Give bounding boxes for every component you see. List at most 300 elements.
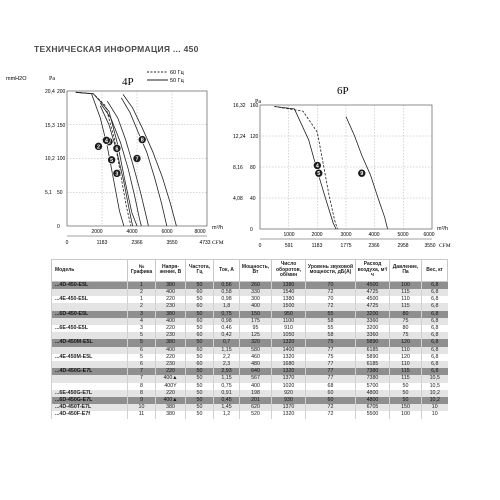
column-header: Число оборотов, об/мин [272,260,306,282]
table-cell: 400 [240,303,272,310]
table-cell: 400▲ [156,397,186,404]
table-cell: 1 [128,296,156,303]
table-cell: 1,2 [214,411,240,418]
table-cell: 50 [186,404,214,411]
table-cell: 0,98 [214,318,240,325]
model-cell: ...6E-450-E5L [52,325,128,332]
table-cell: 6,8 [422,332,448,339]
model-cell: ...6D-450G-E7L [52,397,128,404]
table-cell: 75 [306,354,356,361]
table-cell: 0,46 [214,325,240,332]
table-cell: 110 [390,296,422,303]
table-cell: 6,8 [422,296,448,303]
curves-6p [274,107,387,230]
y-tick-pa: 100 [57,156,66,162]
table-cell: 70 [306,296,356,303]
legend-label-50hz: 50 Гц [170,78,184,84]
table-cell: 400 [156,318,186,325]
table-cell: 520 [240,411,272,418]
x-tick-cfm: 2958 [397,243,409,249]
table-cell: 8 [128,383,156,390]
table-cell: 2,93 [214,368,240,375]
table-cell: 50 [186,390,214,397]
table-cell: 72 [306,404,356,411]
table-cell: 1370 [272,375,306,382]
model-cell [52,383,128,390]
model-cell: ...6D-450-E5L [52,311,128,318]
table-row [52,332,448,339]
column-header: Ток, А [214,260,240,282]
column-header: Вес, кг [422,260,448,282]
table-cell: 77 [306,347,356,354]
table-cell: 77 [306,375,356,382]
y-tick-mmh2o: 8,16 [233,165,243,171]
table-cell: 80 [390,325,422,332]
y-tick-pa: 0 [57,224,60,230]
table-cell: 480 [240,361,272,368]
ticks-6p [233,103,451,249]
table-cell: 2 [128,289,156,296]
table-cell: 6,8 [422,347,448,354]
curve-marker-label: 2 [96,144,101,151]
table-cell: 4500 [356,281,390,289]
model-cell: ...4D-450F-E7f [52,411,128,418]
table-cell: 55 [306,325,356,332]
chart-title-6p: 6P [337,85,349,97]
series-line-3 [76,92,124,226]
series-line-4 [100,106,132,226]
curve-marker-label: 7 [135,156,139,163]
x-tick-cfm: 1775 [340,243,352,249]
table-cell: 150 [240,311,272,318]
table-cell: 11 [128,411,156,418]
table-cell: 68 [306,383,356,390]
model-cell [52,361,128,368]
y-tick-pa: 120 [250,134,259,140]
table-cell: 120 [390,354,422,361]
table-cell: 75 [390,318,422,325]
table-cell: 0,42 [214,332,240,339]
table-cell: 50 [186,311,214,318]
model-cell: ...4D-450G-E7L [52,368,128,375]
column-header: Расход воздуха, м³/ч [356,260,390,282]
table-cell: 75 [390,332,422,339]
x-tick-cfm: 3550 [166,240,178,246]
table-cell: 5 [128,354,156,361]
table-cell: 100 [390,411,422,418]
column-header: Мощность, Вт [240,260,272,282]
table-cell: 50 [186,375,214,382]
x-tick-cfm: 3550 [424,243,436,249]
table-cell: 60 [186,347,214,354]
table-cell: 10,2 [422,390,448,397]
table-cell: 60 [186,361,214,368]
table-cell: 910 [272,325,306,332]
table-cell: 50 [186,281,214,289]
table-cell: 640 [240,368,272,375]
table-cell: 3200 [356,325,390,332]
table-cell: 0,98 [214,296,240,303]
table-cell: 10,5 [422,375,448,382]
column-header: Модель [52,260,128,282]
table-cell: 115 [390,375,422,382]
table-cell: 0,75 [214,311,240,318]
table-cell: 3200 [356,311,390,318]
curve-marker-label: 3 [115,171,119,178]
y-tick-mmh2o: 10,2 [45,156,55,162]
table-cell: 72 [306,289,356,296]
model-cell [52,303,128,310]
curve-marker-label: 4 [315,163,319,170]
table-row [52,281,448,289]
table-row [52,318,448,325]
x-tick-m3h: 1000 [283,232,295,238]
table-cell: 6185 [356,347,390,354]
table-cell: 1380 [272,296,306,303]
table-cell: 2 [128,303,156,310]
table-cell: 50 [390,397,422,404]
curve-marker-label: 9 [360,171,364,178]
table-cell: 6 [128,347,156,354]
table-cell: 3 [128,325,156,332]
table-cell: 380 [156,311,186,318]
table-cell: 7 [128,368,156,375]
table-cell: 115 [390,368,422,375]
table-cell: 230 [156,303,186,310]
table-cell: 60 [306,390,356,397]
table-cell: 50 [186,339,214,346]
table-cell: 380 [156,404,186,411]
y-axis-label-pa: Pa [255,99,261,105]
x-tick-cfm: 2366 [131,240,143,246]
table-cell: 6,8 [422,281,448,289]
table-cell: 201 [240,397,272,404]
table-cell: 1320 [272,411,306,418]
table-cell: 75 [306,339,356,346]
table-cell: 3360 [356,318,390,325]
table-cell: 125 [240,332,272,339]
chart-6p [225,58,500,258]
table-cell: 220 [156,368,186,375]
table-cell: 300 [240,296,272,303]
table-cell: 380 [156,411,186,418]
table-cell: 6,8 [422,368,448,375]
table-row [52,296,448,303]
table-cell: 1380 [272,281,306,289]
table-cell: 220 [156,325,186,332]
curve-marker-label: 4 [104,138,108,145]
ticks-4p [45,89,224,246]
table-cell: 1370 [272,404,306,411]
table-cell: 77 [306,368,356,375]
model-cell: ...4D-450T-E7L [52,404,128,411]
x-axis-label-cfm: CFM [212,240,224,246]
table-cell: 6,8 [422,318,448,325]
curve-marker-label: 6 [115,146,119,153]
table-cell: 72 [306,303,356,310]
table-row [52,375,448,382]
column-header: № Графика [128,260,156,282]
table-cell: 1400 [272,347,306,354]
table-cell: 567 [240,375,272,382]
y-tick-pa: 0 [250,227,253,233]
spec-table-body [52,281,448,418]
table-cell: 70 [306,281,356,289]
table-cell: 920 [272,390,306,397]
table-cell: 1500 [272,303,306,310]
table-cell: 4500 [356,296,390,303]
spec-table-container [51,259,447,419]
table-cell: 60 [186,303,214,310]
table-cell: 7380 [356,375,390,382]
table-cell: 1680 [272,361,306,368]
table-cell: 380 [156,339,186,346]
table-cell: 380 [156,281,186,289]
model-cell [52,347,128,354]
table-cell: 120 [390,339,422,346]
table-cell: 400 [156,347,186,354]
table-row [52,347,448,354]
x-axis-label-m3h: m³/h [212,225,223,231]
series-line-4 [274,107,337,230]
table-cell: 50 [186,296,214,303]
model-cell: ...6E-450G-E7L [52,390,128,397]
table-cell: 0,75 [214,383,240,390]
table-cell: 110 [390,361,422,368]
table-cell: 100 [390,281,422,289]
table-cell: 55 [306,311,356,318]
y-tick-pa: 160 [250,103,259,109]
x-tick-m3h: 2000 [91,229,103,235]
table-cell: 220 [156,296,186,303]
table-row [52,339,448,346]
curves-4p [76,92,177,226]
y-axis-label-mmh2o: mmH2O [6,76,27,82]
column-header: Частота, Гц [186,260,214,282]
table-cell: 1,15 [214,375,240,382]
table-cell: 10 [422,404,448,411]
model-cell: ...4D-450M-E5L [52,339,128,346]
table-cell: 115 [390,289,422,296]
chart-4p [0,58,255,258]
table-row [52,390,448,397]
table-cell: 6,8 [422,311,448,318]
model-cell: ...4E-450M-E5L [52,354,128,361]
table-cell: 6,8 [422,339,448,346]
table-cell: 220 [156,390,186,397]
model-cell: ...4D-450-E5L [52,281,128,289]
table-cell: 50 [186,325,214,332]
table-cell: 5500 [356,411,390,418]
table-cell: 220 [156,354,186,361]
y-tick-pa: 80 [250,165,256,171]
table-cell: 10,2 [422,397,448,404]
table-cell: 400▲ [156,375,186,382]
series-line-9 [346,117,388,229]
table-cell: 60 [186,289,214,296]
table-row [52,368,448,375]
table-cell: 80 [390,311,422,318]
table-cell: 4725 [356,303,390,310]
table-cell: 10 [422,411,448,418]
table-cell: 1,45 [214,404,240,411]
page-title: ТЕХНИЧЕСКАЯ ИНФОРМАЦИЯ ... 450 [34,44,199,54]
spec-table-header-row [52,260,448,282]
table-cell: 230 [156,332,186,339]
series-line-5 [100,103,141,226]
table-cell: 330 [240,289,272,296]
x-tick-cfm: 0 [258,243,262,249]
chart-title-4p: 4P [122,76,134,88]
table-cell: 400Y [156,383,186,390]
table-cell: 0,45 [214,397,240,404]
table-cell: 580 [240,347,272,354]
table-cell: 5 [128,339,156,346]
y-tick-pa: 50 [57,190,63,196]
series-line-5 [274,107,336,230]
x-tick-m3h: 4000 [126,229,138,235]
x-tick-cfm: 591 [284,243,294,249]
x-tick-cfm: 1183 [311,243,323,249]
table-cell: 0,56 [214,281,240,289]
table-cell: 10,5 [422,383,448,390]
table-cell: 0,7 [214,339,240,346]
table-cell: 2,3 [214,361,240,368]
table-cell: 58 [306,318,356,325]
table-cell: 58 [306,332,356,339]
table-cell: 6,8 [422,325,448,332]
table-cell: 4 [128,318,156,325]
table-cell: 5890 [356,354,390,361]
model-cell [52,318,128,325]
curve-marker-label: 5 [317,171,321,178]
y-tick-pa: 150 [57,123,66,129]
table-cell: 175 [240,318,272,325]
table-cell: 7 [128,375,156,382]
table-row [52,289,448,296]
table-cell: 260 [240,281,272,289]
table-cell: 1540 [272,289,306,296]
grid-6p [260,105,432,229]
spec-table [51,259,448,419]
table-cell: 6185 [356,361,390,368]
x-tick-cfm: 0 [65,240,69,246]
y-tick-mmh2o: 20,4 [45,89,55,95]
table-row [52,325,448,332]
table-cell: 6705 [356,404,390,411]
table-cell: 3 [128,311,156,318]
table-cell: 8 [128,390,156,397]
table-cell: 6,8 [422,354,448,361]
table-cell: 1,8 [214,303,240,310]
table-cell: 620 [240,404,272,411]
table-cell: 1320 [272,368,306,375]
y-tick-mmh2o: 12,24 [233,134,246,140]
table-cell: 95 [240,325,272,332]
y-tick-mmh2o: 16,32 [233,103,246,109]
table-cell: 9 [128,397,156,404]
y-tick-pa: 40 [250,196,256,202]
table-row [52,411,448,418]
table-cell: 50 [390,383,422,390]
x-tick-m3h: 3000 [340,232,352,238]
table-cell: 1320 [272,339,306,346]
table-row [52,397,448,404]
table-cell: 60 [306,397,356,404]
table-cell: 6 [128,361,156,368]
table-cell: 400 [240,383,272,390]
table-cell: 72 [306,411,356,418]
x-tick-cfm: 2366 [368,243,380,249]
x-tick-m3h: 2000 [311,232,323,238]
table-cell: 77 [306,361,356,368]
table-cell: 50 [186,383,214,390]
x-tick-m3h: 4000 [368,232,380,238]
table-cell: 1050 [272,332,306,339]
curve-marker-label: 5 [110,157,114,164]
model-cell [52,332,128,339]
table-row [52,303,448,310]
x-tick-m3h: 6000 [423,232,435,238]
table-cell: 50 [186,354,214,361]
curve-marker-label: 8 [140,137,144,144]
table-cell: 1320 [272,354,306,361]
table-row [52,354,448,361]
table-cell: 110 [390,347,422,354]
x-axis-label-m3h: m³/h [437,226,448,232]
table-cell: 7380 [356,368,390,375]
legend-label-60hz: 60 Гц [170,70,184,76]
x-tick-cfm: 1183 [96,240,108,246]
table-cell: 400 [156,289,186,296]
model-cell: ...4E-450-E5L [52,296,128,303]
markers-6p [313,161,365,177]
x-tick-m3h: 5000 [397,232,409,238]
x-axis-label-cfm: CFM [439,243,451,249]
table-row [52,361,448,368]
table-cell: 950 [272,311,306,318]
table-cell: 930 [272,397,306,404]
y-tick-mmh2o: 15,3 [45,123,55,129]
model-cell [52,375,128,382]
x-tick-cfm: 4733 [199,240,211,246]
table-cell: 0,91 [214,390,240,397]
table-row [52,383,448,390]
table-cell: 60 [186,318,214,325]
table-cell: 6,8 [422,289,448,296]
table-cell: 3360 [356,332,390,339]
table-cell: 60 [186,332,214,339]
table-cell: 6,8 [422,361,448,368]
table-cell: 50 [186,397,214,404]
y-tick-mmh2o: 5,1 [45,190,52,196]
table-cell: 150 [390,404,422,411]
column-header: Давление, Па [390,260,422,282]
table-row [52,404,448,411]
table-cell: 1100 [272,318,306,325]
table-row [52,311,448,318]
table-cell: 4800 [356,397,390,404]
table-cell: 0,58 [214,289,240,296]
table-cell: 1020 [272,383,306,390]
table-cell: 10 [128,404,156,411]
table-cell: 320 [240,339,272,346]
x-tick-m3h: 6000 [161,229,173,235]
table-cell: 2,2 [214,354,240,361]
table-cell: 5 [128,332,156,339]
y-axis-label-pa: Pa [49,76,55,82]
table-cell: 50 [390,390,422,397]
